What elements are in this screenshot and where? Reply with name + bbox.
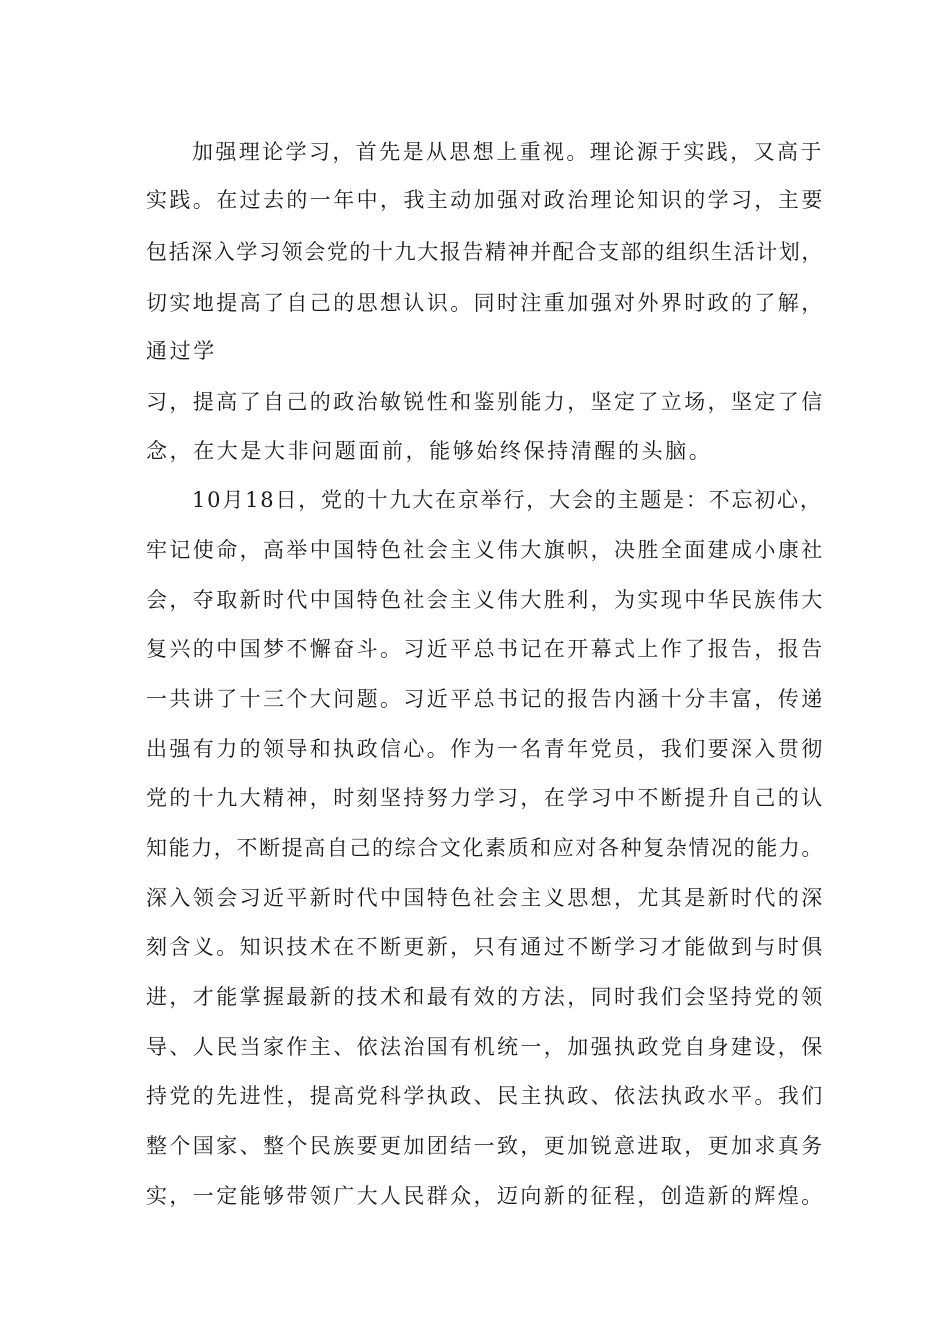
paragraph-2-line-11: 进，才能掌握最新的技术和最有效的方法，同时我们会坚持党的领 [146, 985, 825, 1009]
paragraph-2-line-2: 牢记使命，高举中国特色社会主义伟大旗帜，决胜全面建成小康社 [146, 538, 825, 562]
paragraph-2-line-1: 10月18日，党的十九大在京举行，大会的主题是：不忘初心， [192, 488, 823, 512]
paragraph-1-line-4: 切实地提高了自己的思想认识。同时注重加强对外界时政的了解， [146, 291, 825, 315]
paragraph-2-line-6: 出强有力的领导和执政信心。作为一名青年党员，我们要深入贯彻 [146, 737, 825, 761]
paragraph-1-line-5: 通过学 [146, 339, 217, 363]
paragraph-1-line-3: 包括深入学习领会党的十九大报告精神并配合支部的组织生活计划， [146, 240, 824, 264]
paragraph-1-line-2: 实践。在过去的一年中，我主动加强对政治理论知识的学习，主要 [146, 188, 825, 212]
paragraph-2-line-3: 会，夺取新时代中国特色社会主义伟大胜利，为实现中华民族伟大 [146, 588, 825, 612]
paragraph-2-line-14: 整个国家、整个民族要更加团结一致，更加锐意进取，更加求真务 [146, 1134, 825, 1158]
paragraph-2-line-10: 刻含义。知识技术在不断更新，只有通过不断学习才能做到与时俱 [146, 935, 825, 959]
paragraph-2-line-15: 实，一定能够带领广大人民群众，迈向新的征程，创造新的辉煌。 [146, 1184, 825, 1208]
paragraph-2-line-8: 知能力，不断提高自己的综合文化素质和应对各种复杂情况的能力。 [146, 836, 824, 860]
paragraph-2-line-4: 复兴的中国梦不懈奋斗。习近平总书记在开幕式上作了报告，报告 [146, 637, 825, 661]
paragraph-2-line-5: 一共讲了十三个大问题。习近平总书记的报告内涵十分丰富，传递 [146, 687, 825, 711]
paragraph-2-line-7: 党的十九大精神，时刻坚持努力学习，在学习中不断提升自己的认 [146, 786, 825, 810]
paragraph-1-line-6: 习，提高了自己的政治敏锐性和鉴别能力，坚定了立场，坚定了信 [146, 390, 825, 414]
paragraph-2-line-12: 导、人民当家作主、依法治国有机统一，加强执政党自身建设，保 [146, 1035, 825, 1059]
paragraph-1-line-1: 加强理论学习，首先是从思想上重视。理论源于实践，又高于 [192, 140, 824, 164]
paragraph-2-line-9: 深入领会习近平新时代中国特色社会主义思想，尤其是新时代的深 [146, 886, 825, 910]
paragraph-2-line-13: 持党的先进性，提高党科学执政、民主执政、依法执政水平。我们 [146, 1084, 825, 1108]
paragraph-1-line-7: 念，在大是大非问题面前，能够始终保持清醒的头脑。 [146, 439, 713, 463]
